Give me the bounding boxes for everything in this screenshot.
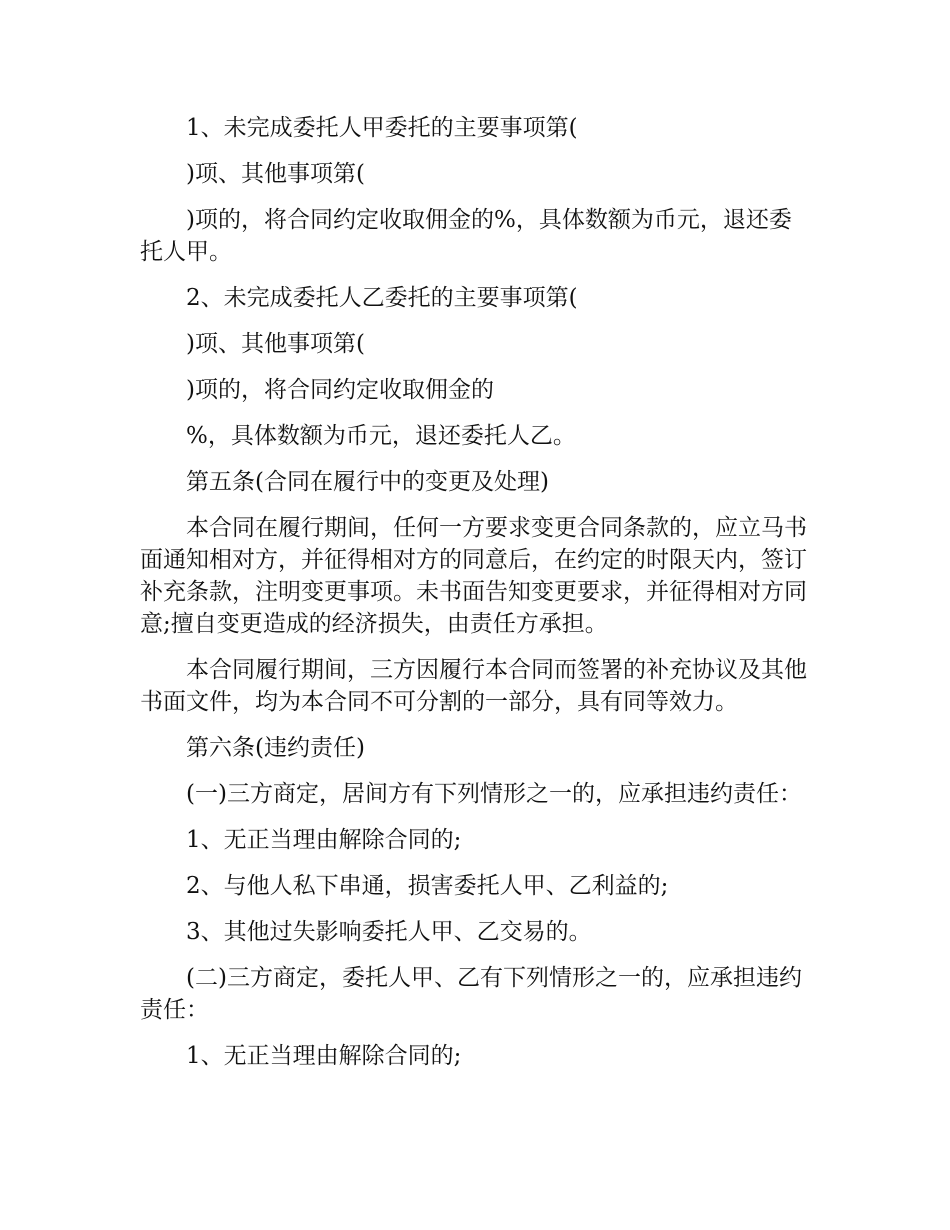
paragraph-17: 1、无正当理由解除合同的;	[186, 1043, 462, 1069]
paragraph-7: %，具体数额为币元，退还委托人乙。	[186, 423, 576, 449]
paragraph-14: 2、与他人私下串通，损害委托人甲、乙利益的;	[186, 873, 669, 899]
section-heading-article-6: 第六条(违约责任)	[186, 735, 365, 761]
paragraph-5: )项、其他事项第(	[186, 331, 365, 357]
paragraph-4: 2、未完成委托人乙委托的主要事项第(	[186, 285, 578, 311]
paragraph-2: )项、其他事项第(	[186, 161, 365, 187]
section-heading-article-5: 第五条(合同在履行中的变更及处理)	[186, 469, 549, 495]
paragraph-13: 1、无正当理由解除合同的;	[186, 827, 462, 853]
paragraph-6: )项的，将合同约定收取佣金的	[186, 377, 494, 403]
paragraph-12: (一)三方商定，居间方有下列情形之一的，应承担违约责任：	[186, 781, 802, 807]
paragraph-16: (二)三方商定，委托人甲、乙有下列情形之一的，应承担违约责任：	[140, 965, 802, 1023]
document-body	[140, 112, 812, 1086]
paragraph-1: 1、未完成委托人甲委托的主要事项第(	[186, 115, 578, 141]
paragraph-10: 本合同履行期间，三方因履行本合同而签署的补充协议及其他书面文件，均为本合同不可分割的一部分，具有同等效力。	[140, 657, 807, 715]
paragraph-3: )项的，将合同约定收取佣金的%，具体数额为币元，退还委托人甲。	[140, 207, 792, 265]
paragraph-9: 本合同在履行期间，任何一方要求变更合同条款的，应立马书面通知相对方，并征得相对方的同意后，在约定的时限天内，签订补充条款，注明变更事项。未书面告知变更要求，并征得相对方同意;擅自变更造成的经济损失，由责任方承担。	[140, 515, 807, 637]
paragraph-15: 3、其他过失影响委托人甲、乙交易的。	[186, 919, 592, 945]
